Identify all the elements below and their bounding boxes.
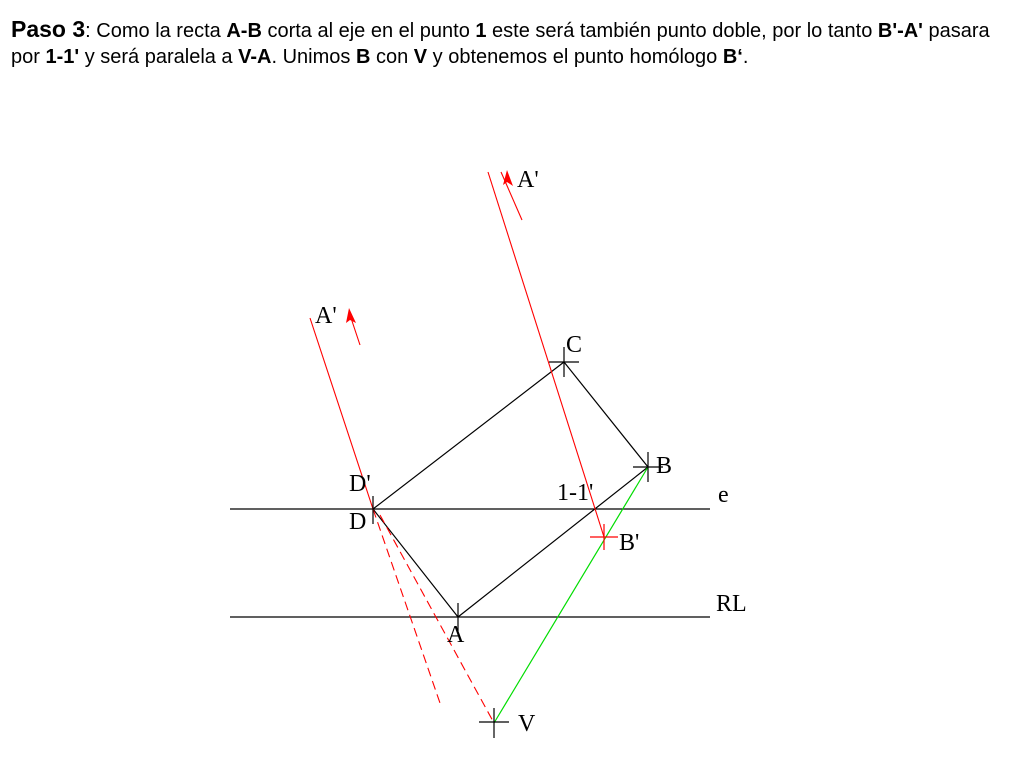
caption-bold-1-1prime: 1-1' <box>45 46 80 68</box>
label-1-1prime: 1-1' <box>557 480 594 506</box>
label-axis-e: e <box>718 482 729 508</box>
label-d: D <box>349 509 367 535</box>
caption-text-1: Como la recta <box>96 20 227 42</box>
label-b-prime: B' <box>619 530 640 556</box>
caption-colon: : <box>85 20 97 42</box>
caption-text-3: este será también punto doble, por lo tanto <box>486 20 878 42</box>
label-a: A <box>447 622 465 648</box>
label-a-prime-top: A' <box>517 167 539 193</box>
segment-d-c <box>373 362 564 509</box>
label-c: C <box>566 332 583 358</box>
label-rl: RL <box>716 591 747 617</box>
caption-bold-ab: A-B <box>226 20 262 42</box>
caption-text-7: con <box>370 46 414 68</box>
caption-bold-bprime: B‘ <box>722 46 743 68</box>
caption-text-9: . <box>742 46 749 68</box>
caption-bold-v: V <box>413 46 428 68</box>
caption-bold-b: B <box>355 46 371 68</box>
caption-text-2: corta al eje en el punto <box>261 20 476 42</box>
label-b: B <box>656 453 673 479</box>
label-v: V <box>518 711 536 737</box>
step-title: Paso 3 <box>11 16 86 42</box>
caption-text-8: y obtenemos el punto homólogo <box>427 46 723 68</box>
segment-a-d <box>373 509 458 617</box>
ray-a-v-dashed <box>380 515 494 723</box>
caption-text-4: pasara por <box>11 20 990 68</box>
point-bprime-marker <box>590 524 618 550</box>
arrow-up-icon <box>503 170 513 186</box>
label-a-prime-left: A' <box>315 303 337 329</box>
caption-text-6: . Unimos <box>271 46 356 68</box>
point-v-marker <box>479 708 509 738</box>
label-d-prime: D' <box>349 471 371 497</box>
caption-bold-bprime-aprime: B'-A' <box>877 20 923 42</box>
caption-bold-1: 1 <box>475 20 487 42</box>
caption-text-5: y será paralela a <box>79 46 239 68</box>
caption-bold-va: V-A <box>238 46 272 68</box>
arrow-up-icon <box>346 308 356 323</box>
